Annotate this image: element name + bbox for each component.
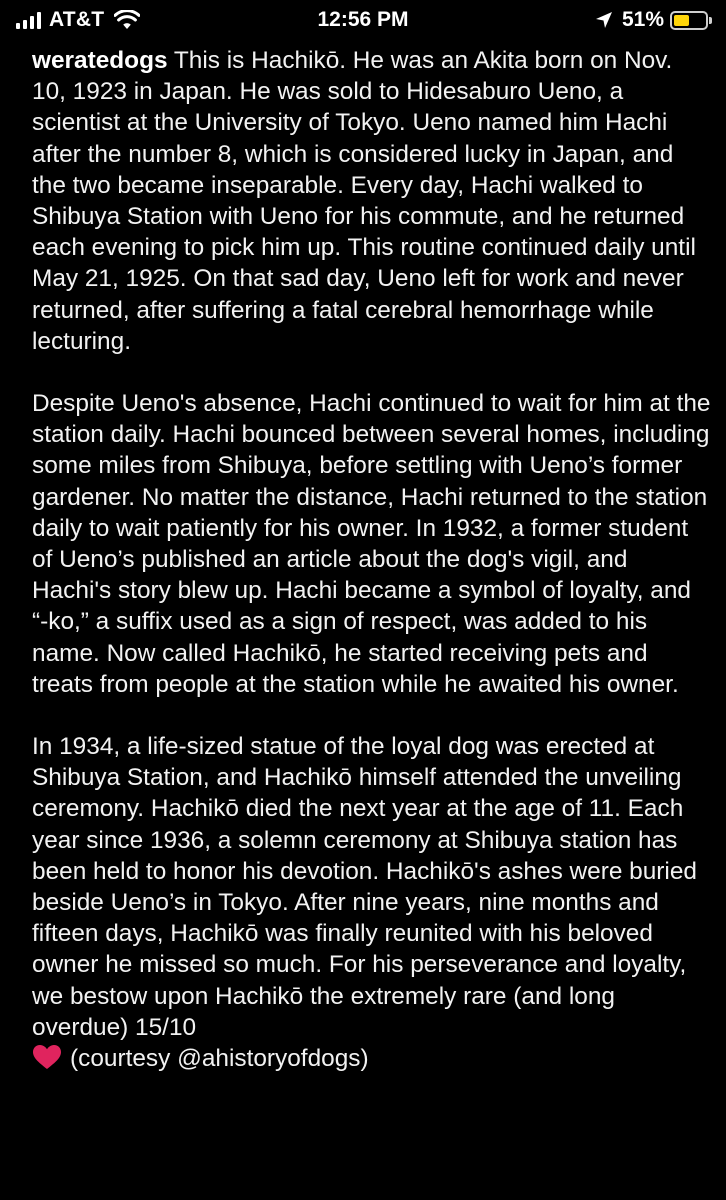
status-right-group	[594, 7, 712, 33]
battery-icon	[670, 11, 708, 30]
username-link[interactable]: weratedogs	[32, 47, 168, 74]
post-caption	[32, 45, 712, 1105]
status-bar	[0, 0, 726, 40]
battery-level-fill	[674, 15, 689, 26]
caption-text: Despite Ueno's absence, Hachi continued to wait for him at the station daily. Hachi bounced between several homes, including some miles from Shibuya, before settling with Ueno’s former gardener. No matter the distance, Hachi returned to the station daily to wait patiently for his owner. In 1932, a former student of Ueno’s published an article about the dog's vigil, and Hachi's story blew up. Hachi became a symbol of loyalty, and “-ko,” a suffix used as a sign of respect, was added to his name. Now called Hachikō, he started receiving pets and treats from people at the station while he awaited his owner.	[32, 390, 711, 698]
battery-percent: 51%	[621, 8, 664, 31]
caption-paragraph-1	[32, 45, 712, 357]
carrier-label: AT&T	[49, 8, 105, 31]
caption-text: In 1934, a life-sized statue of the loyal dog was erected at Shibuya Station, and Hachikō himself attended the unveiling ceremony. Hachikō died the next year at the age of 11. Each year since 1936, a solemn ceremony at Shibuya station has been held to honor his devotion. Hachikō's ashes were buried beside Ueno’s in Tokyo. After nine years, nine months and fifteen days, Hachikō was finally reunited with his beloved owner he missed so much. For his perseverance and loyalty, we bestow upon Hachikō the extremely rare (and long overdue) 15/10	[32, 733, 697, 1041]
caption-paragraph-3	[32, 731, 712, 1074]
clock: 12:56 PM	[317, 8, 409, 31]
red-heart-icon	[32, 1044, 62, 1070]
caption-paragraph-2	[32, 388, 712, 700]
caption-text: This is Hachikō. He was an Akita born on Nov. 10, 1923 in Japan. He was sold to Hidesaburo Ueno, a scientist at the University of Tokyo. Ueno named him Hachi after the number 8, which is considered lucky in Japan, and the two became inseparable. Every day, Hachi walked to Shibuya Station with Ueno for his commute, and he returned each evening to pick him up. This routine continued daily until May 21, 1925. On that sad day, Ueno left for work and never returned, after suffering a fatal cerebral hemorrhage while lecturing.	[32, 47, 696, 355]
battery-cap	[709, 17, 712, 24]
courtesy-credit: (courtesy @ahistoryofdogs)	[70, 1045, 369, 1073]
location-arrow-icon	[594, 10, 614, 30]
